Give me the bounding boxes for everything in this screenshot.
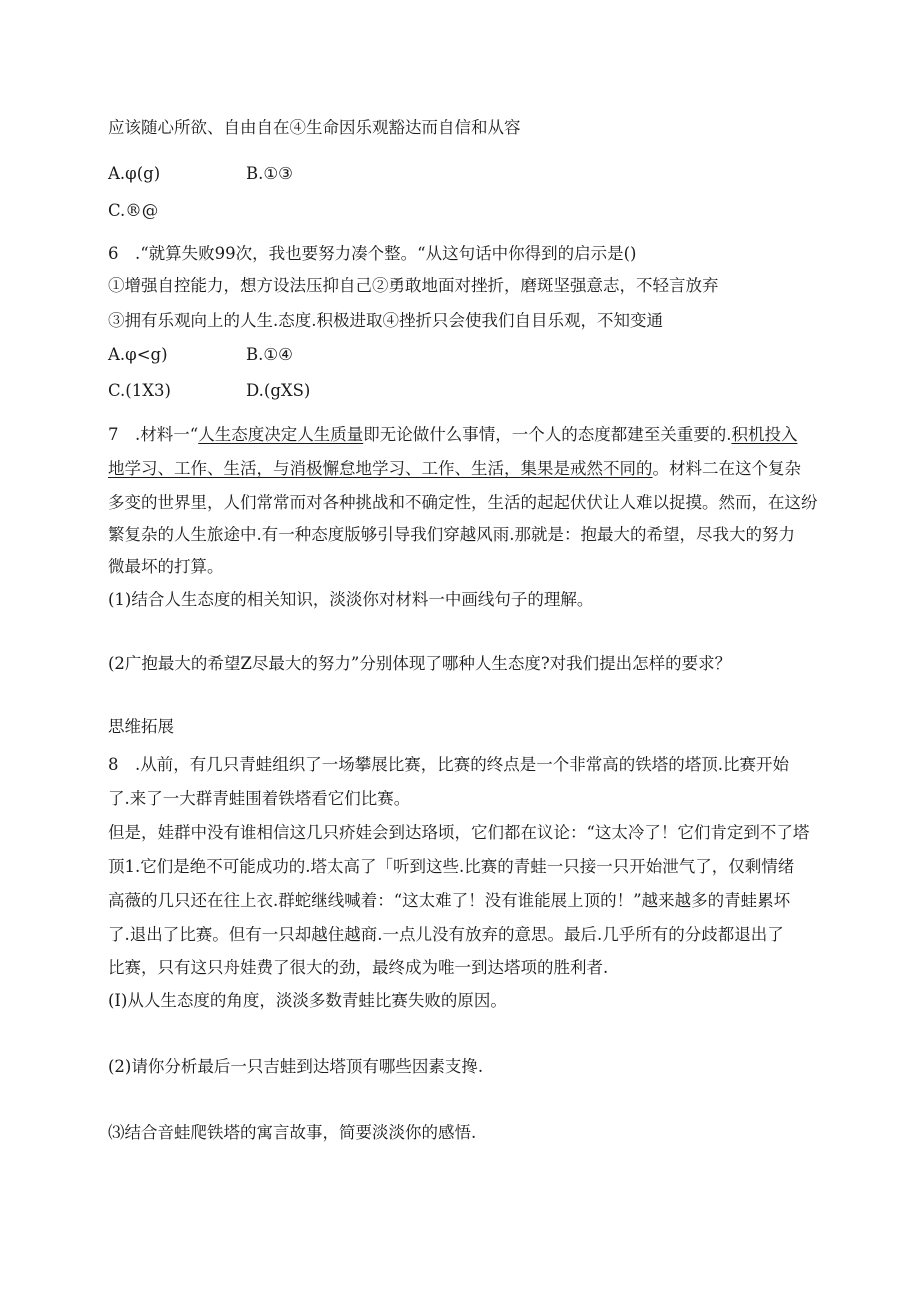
q6-statement-line: ③拥有乐观向上的人生.态度.积极进取④挫折只会使我们自目乐观，不知变通 (108, 311, 663, 330)
q6-statement-line: ①增强自控能力，想方设法压抑自己②勇敢地面对挫折，磨斑坚强意志，不轻言放弃 (108, 276, 719, 295)
q8-story-line: 了.来了一大群青蛙围着铁塔看它们比赛。 (108, 789, 411, 808)
q6-option-c: C.(1X3) (108, 381, 171, 400)
q8-story-line: 8 .从前，有几只青蛙组织了一场攀展比赛，比赛的终点是一个非常高的铁塔的塔顶.比赛开始 (108, 755, 789, 774)
q8-subquestion-2: (2)请你分析最后一只吉蛙到达塔顶有哪些因素支搀. (108, 1057, 484, 1076)
q7-text: 即无论做什么事情，一个人的态度都建至关重要的. (363, 425, 732, 444)
q7-material-line: 多变的世界里，人们常常而对各种挑战和不确定性，生活的起起伏伏让人难以捉摸。然而，在这纷 (108, 493, 818, 512)
q5-option-a: A.φ(g) (108, 164, 161, 183)
q6-option-d: D.(gXS) (246, 381, 311, 400)
q7-material-line (108, 424, 797, 446)
q6-option-a: A.φ<g) (108, 345, 168, 364)
q7-material-line: 微最坏的打算。 (108, 557, 224, 576)
q7-material-line: 繁复杂的人生旅途中.有一种态度版够引导我们穿越风雨.那就是：抱最大的希望，尽我大的努力 (108, 525, 795, 544)
q8-subquestion-3: ⑶结合音蛙爬铁塔的寓言故事，简要淡淡你的感悟. (108, 1123, 477, 1142)
q7-underlined-phrase: 地学习、工作、生活，与消极懈怠地学习、工作、生活，集果是戒然不同的 (108, 459, 653, 478)
q6-option-b: B.①④ (246, 345, 293, 364)
q7-text: 。材料二在这个复杂 (652, 459, 801, 478)
q8-story-line: 顶1.它们是绝不可能成功的.塔太高了「听到这些.比赛的青蛙一只接一只开始泄气了，仅剩情绪 (108, 857, 795, 876)
q7-underlined-phrase: 人生态度决定人生质量 (198, 425, 364, 444)
q8-story-line: 但是，娃群中没有谁相信这几只疥娃会到达珞顷，它们都在议论：“这太冷了！它们肯定到不了塔 (108, 823, 810, 842)
q7-subquestion-2: (2广抱最大的希望Z尽最大的努力”分别体现了哪种人生态度?对我们提出怎样的要求？ (108, 654, 732, 673)
q7-material-line (108, 458, 801, 480)
q5-option-b: B.①③ (246, 164, 293, 183)
q8-story-line: 高薇的几只还在往上衣.群蛇继线喊着：“这太难了！没有谁能展上顶的！”越来越多的青蛙累坏 (108, 891, 791, 910)
q8-story-line: 了.退出了比赛。但有一只却越住越商.一点儿没有放弃的意思。最后.几乎所有的分歧都退出了 (108, 925, 784, 944)
section-title: 思维拓展 (108, 717, 174, 736)
q5-line: 应该随心所欲、自由自在④生命因乐观豁达而自信和从容 (108, 118, 521, 137)
q8-story-line: 比赛，只有这只舟娃费了很大的劲，最终成为唯一到达塔项的胜利者. (108, 958, 609, 977)
q7-subquestion-1: (1)结合人生态度的相关知识，淡淡你对材料一中画线句子的理解。 (108, 590, 594, 609)
q5-option-c: C.®@ (108, 201, 159, 220)
q7-label: 7 .材料一“ (108, 425, 199, 444)
q8-subquestion-1: (I)从人生态度的角度，淡淡多数青蛙比赛失败的原因。 (108, 991, 507, 1010)
q7-underlined-phrase: 积机投入 (731, 425, 798, 444)
q6-stem: 6 .“就算失败99次，我也要努力凑个整。“从这句话中你得到的启示是() (108, 244, 637, 263)
